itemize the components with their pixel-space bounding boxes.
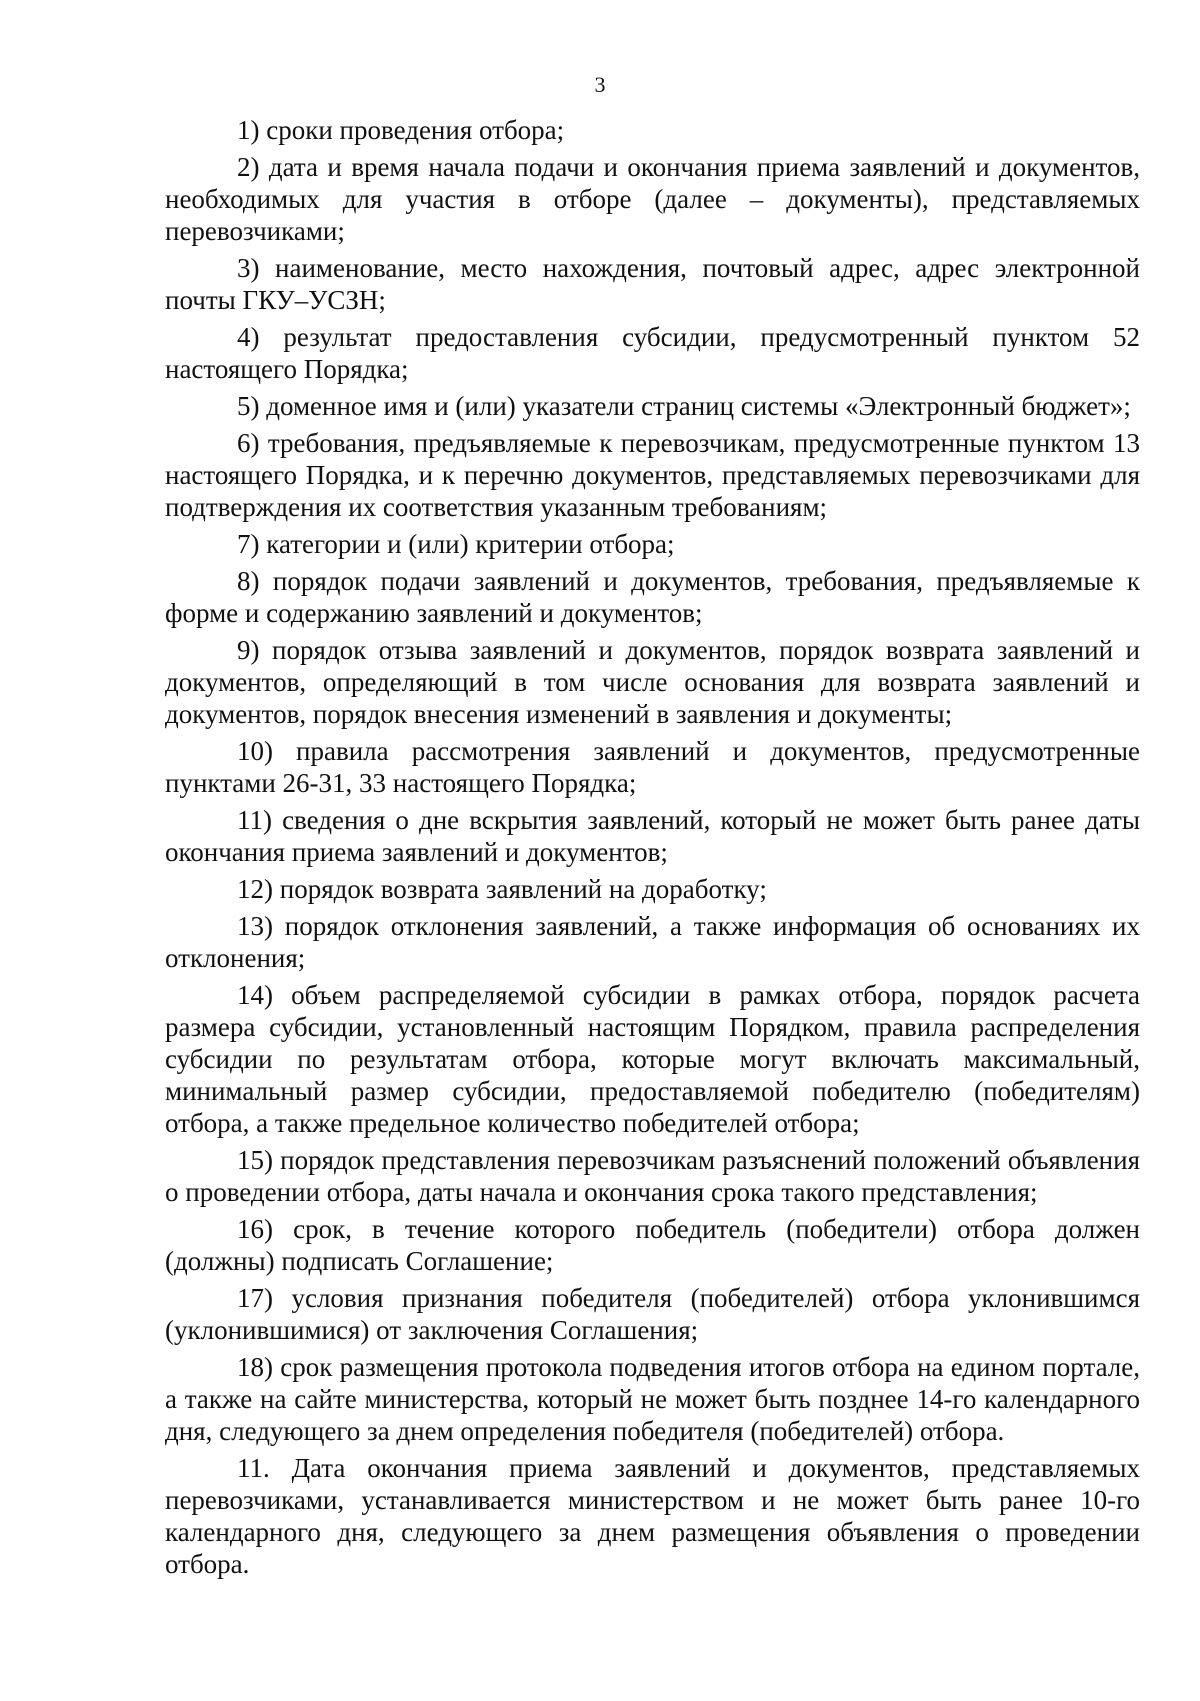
- list-item: 6) требования, предъявляемые к перевозчикам, предусмотренные пунктом 13 настоящего Порядка, и к перечню документов, представляемых перевозчиками для подтверждения их соответствия указанным требованиям;: [165, 428, 1140, 522]
- list-item: 13) порядок отклонения заявлений, а также информация об основаниях их отклонения;: [165, 911, 1140, 973]
- list-item: 3) наименование, место нахождения, почтовый адрес, адрес электронной почты ГКУ–УСЗН;: [165, 253, 1140, 315]
- list-item: 10) правила рассмотрения заявлений и документов, предусмотренные пунктами 26-31, 33 настоящего Порядка;: [165, 736, 1140, 798]
- list-item: 7) категории и (или) критерии отбора;: [237, 529, 675, 559]
- page-number: 3: [594, 72, 606, 97]
- list-item: 9) порядок отзыва заявлений и документов, порядок возврата заявлений и документов, определяющий в том числе основания для возврата заявлений и документов, порядок внесения изменений в заявления и документы;: [165, 635, 1140, 729]
- list-item: 18) срок размещения протокола подведения итогов отбора на едином портале, а также на сайте министерства, который не может быть позднее 14-го календарного дня, следующего за днем определения победителя (победителей) отбора.: [165, 1352, 1140, 1446]
- section-paragraph: 11. Дата окончания приема заявлений и документов, представляемых перевозчиками, устанавливается министерством и не может быть ранее 10-го календарного дня, следующего за днем размещения объявления о проведении отбора.: [165, 1453, 1140, 1579]
- list-item: 5) доменное имя и (или) указатели страниц системы «Электронный бюджет»;: [237, 391, 1131, 421]
- list-item: 8) порядок подачи заявлений и документов, требования, предъявляемые к форме и содержанию заявлений и документов;: [165, 566, 1140, 628]
- document-body: [165, 114, 1140, 1585]
- list-item: 1) сроки проведения отбора;: [237, 115, 565, 145]
- list-item: 14) объем распределяемой субсидии в рамках отбора, порядок расчета размера субсидии, установленный настоящим Порядком, правила распределения субсидии по результатам отбора, которые могут включать максимальный, минимальный размер субсидии, предоставляемой победителю (победителям) отбора, а также предельное количество победителей отбора;: [165, 980, 1140, 1138]
- list-item: 4) результат предоставления субсидии, предусмотренный пунктом 52 настоящего Порядка;: [165, 322, 1140, 384]
- list-item: 12) порядок возврата заявлений на доработку;: [237, 874, 767, 904]
- list-item: 2) дата и время начала подачи и окончания приема заявлений и документов, необходимых для участия в отборе (далее – документы), представляемых перевозчиками;: [165, 152, 1140, 246]
- list-item: 17) условия признания победителя (победителей) отбора уклонившимся (уклонившимися) от заключения Соглашения;: [165, 1283, 1140, 1345]
- list-item: 16) срок, в течение которого победитель (победители) отбора должен (должны) подписать Соглашение;: [165, 1214, 1140, 1276]
- list-item: 15) порядок представления перевозчикам разъяснений положений объявления о проведении отбора, даты начала и окончания срока такого представления;: [165, 1145, 1140, 1207]
- list-item: 11) сведения о дне вскрытия заявлений, который не может быть ранее даты окончания приема заявлений и документов;: [165, 805, 1140, 867]
